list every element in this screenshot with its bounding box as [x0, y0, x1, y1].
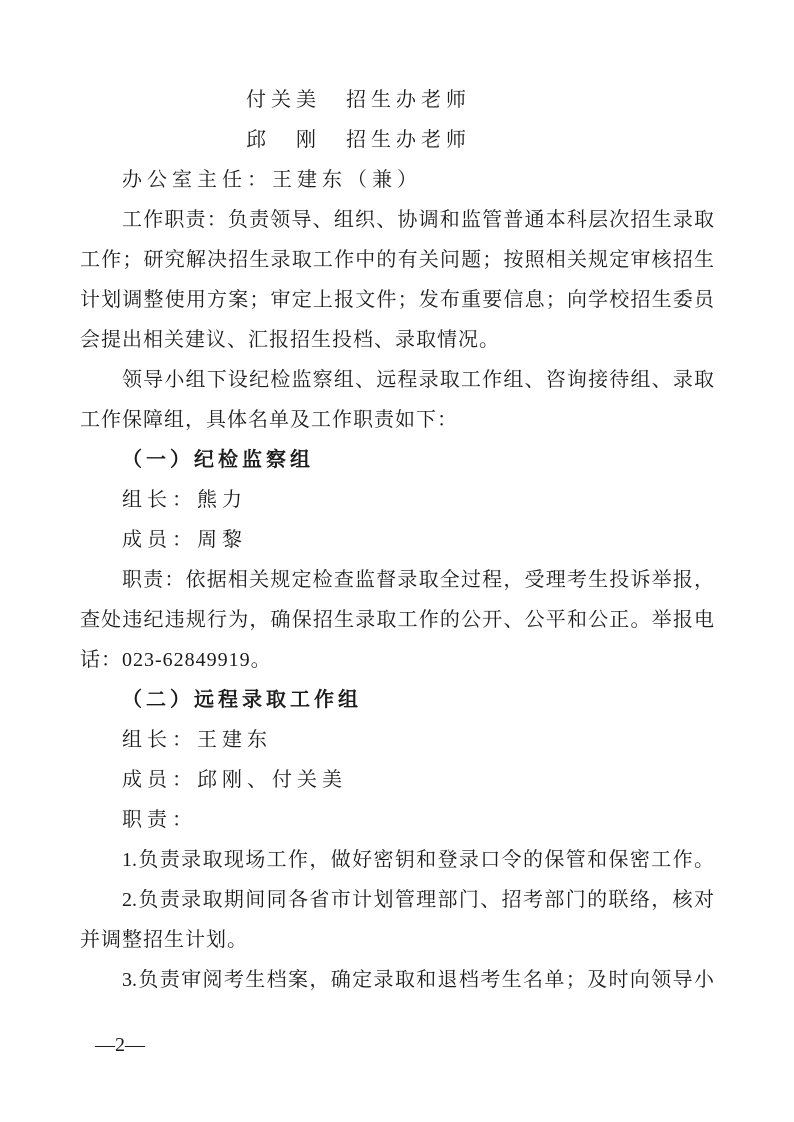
page-number: —2—	[95, 1034, 145, 1056]
duties-label-line: 职责：	[122, 809, 197, 831]
section-2-heading: （二）远程录取工作组	[122, 689, 362, 711]
group-members-line: 成员：周黎	[122, 529, 247, 551]
group-leader-line: 组长：熊力	[122, 489, 247, 511]
duties-paragraph-line: 工作；研究解决招生录取工作中的有关问题；按照相关规定审核招生	[80, 249, 714, 271]
groups-intro-line: 领导小组下设纪检监察组、远程录取工作组、咨询接待组、录取	[122, 369, 714, 391]
duties-paragraph-line: 会提出相关建议、汇报招生投档、录取情况。	[80, 329, 500, 351]
office-director-line: 办公室主任：王建东（兼）	[122, 169, 422, 191]
numbered-duty-line: 并调整招生计划。	[80, 929, 248, 951]
document-body	[80, 80, 714, 1000]
groups-intro-line: 工作保障组，具体名单及工作职责如下：	[80, 409, 458, 431]
roster-member-line: 邱 刚 招生办老师	[246, 129, 471, 151]
numbered-duty-line: 2.负责录取期间同各省市计划管理部门、招考部门的联络，核对	[122, 889, 714, 911]
group-duties-line: 查处违纪违规行为，确保招生录取工作的公开、公平和公正。举报电	[80, 609, 714, 631]
numbered-duty-line: 3.负责审阅考生档案，确定录取和退档考生名单；及时向领导小	[122, 969, 714, 991]
numbered-duty-line: 1.负责录取现场工作，做好密钥和登录口令的保管和保密工作。	[122, 849, 714, 871]
duties-paragraph-line: 工作职责：负责领导、组织、协调和监管普通本科层次招生录取	[122, 209, 714, 231]
group-members-line: 成员：邱刚、付关美	[122, 769, 347, 791]
group-leader-line: 组长：王建东	[122, 729, 272, 751]
duties-paragraph-line: 计划调整使用方案；审定上报文件；发布重要信息；向学校招生委员	[80, 289, 714, 311]
roster-member-line: 付关美 招生办老师	[246, 89, 471, 111]
group-duties-line: 职责：依据相关规定检查监督录取全过程，受理考生投诉举报，	[122, 569, 714, 591]
section-1-heading: （一）纪检监察组	[122, 449, 314, 471]
report-phone-line: 话：023-62849919。	[80, 649, 272, 671]
